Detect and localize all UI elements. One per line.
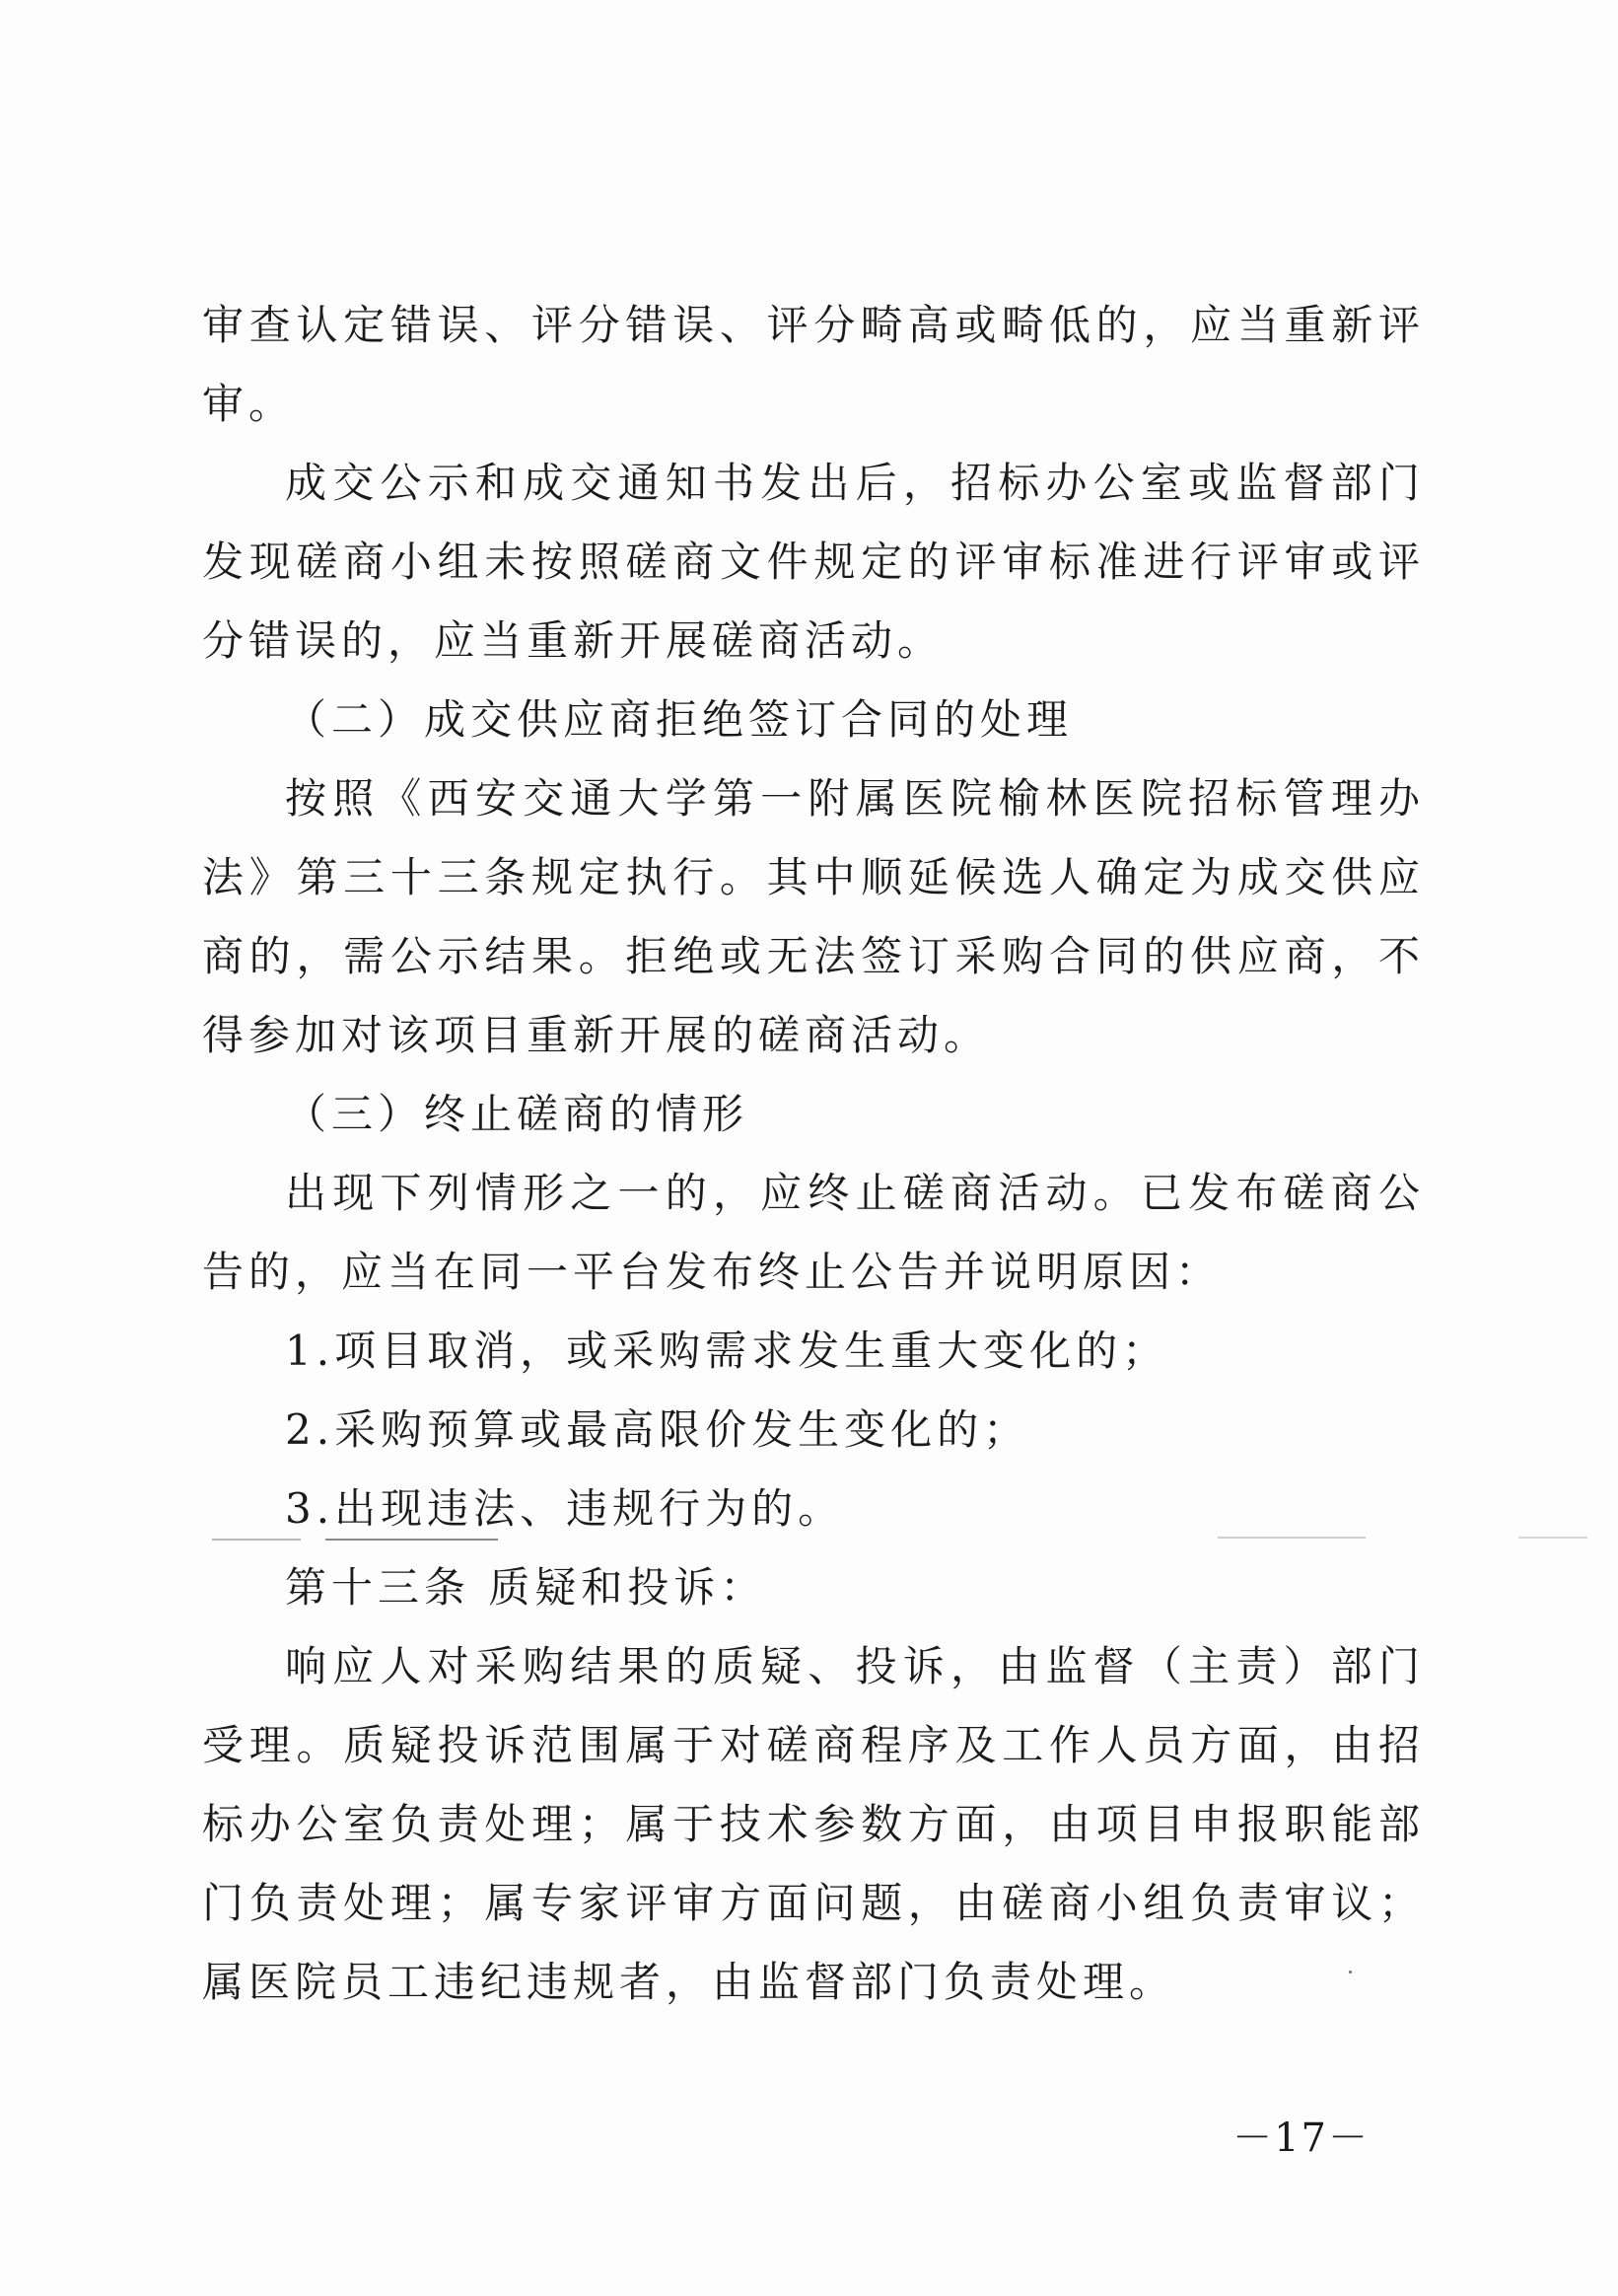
- section-heading-termination: （三）终止磋商的情形: [285, 1090, 749, 1138]
- article-heading-complaints: 第十三条 质疑和投诉：: [285, 1563, 767, 1612]
- paragraph-contract-refusal: 按照《西安交通大学第一附属医院榆林医院招标管理办法》第三十三条规定执行。其中顺延候选人确定为成交供应商的，需公示结果。拒绝或无法签订采购合同的供应商，不得参加对该项目重新开展的磋商活动。: [202, 774, 1425, 1059]
- scan-line-left: [212, 1539, 301, 1541]
- list-item-termination-3: 3.出现违法、违规行为的。: [285, 1484, 845, 1533]
- scan-line-far-right: [1518, 1537, 1587, 1539]
- list-item-termination-2: 2.采购预算或最高限价发生变化的；: [285, 1405, 1030, 1454]
- scan-line-right: [1218, 1537, 1366, 1539]
- section-heading-contract-refusal: （二）成交供应商拒绝签订合同的处理: [285, 695, 1074, 744]
- scan-speck: [1349, 1971, 1352, 1973]
- page-number: －17－: [1232, 2116, 1370, 2161]
- paragraph-complaints: 响应人对采购结果的质疑、投诉，由监督（主责）部门受理。质疑投诉范围属于对磋商程序及工作人员方面，由招标办公室负责处理；属于技术参数方面，由项目申报职能部门负责处理；属专家评审方面问题，由磋商小组负责审议；属医院员工违纪违规者，由监督部门负责处理。: [202, 1642, 1425, 2006]
- scan-line-strike: [325, 1539, 498, 1541]
- body-text: [202, 286, 1425, 2022]
- paragraph-public-notice: 成交公示和成交通知书发出后，招标办公室或监督部门发现磋商小组未按照磋商文件规定的评审标准进行评审或评分错误的，应当重新开展磋商活动。: [202, 459, 1425, 665]
- paragraph-continuation: 审查认定错误、评分错误、评分畸高或畸低的，应当重新评审。: [202, 301, 1425, 428]
- paragraph-termination-intro: 出现下列情形之一的，应终止磋商活动。已发布磋商公告的，应当在同一平台发布终止公告并说明原因：: [202, 1169, 1425, 1296]
- list-item-termination-1: 1.项目取消，或采购需求发生重大变化的；: [285, 1327, 1169, 1375]
